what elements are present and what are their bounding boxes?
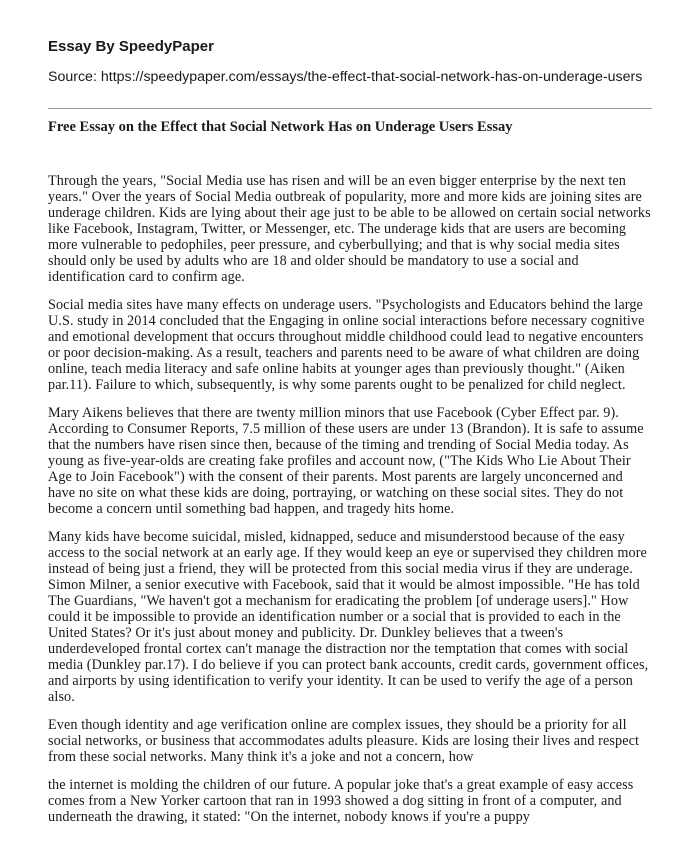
paragraph-5: Even though identity and age verification online are complex issues, they should be a priority for all social networks, or business that accommodates adults pleasure. Kids are losing their lives and respect from these social networks. Many think it's a joke and not a concern, how [48,717,640,765]
essay-title: Free Essay on the Effect that Social Network Has on Underage Users Essay [48,119,513,135]
paragraph-3: Mary Aikens believes that there are twenty million minors that use Facebook (Cyber Effect par. 9). According to Consumer Reports, 7.5 million of these users are under 13 (Brandon). It is safe to assume that the numbers have risen since then, because of the timing and trending of Social Media today. As young as five-year-olds are creating fake profiles and account now, ("The Kids Who Lie About Their Age to Join Facebook") with the consent of their parents. Most parents are largely unconcerned and have no site on what these kids are doing, portraying, or watching on these social sites. They do not become a concern until something bad happen, and tragedy hits home. [48,405,644,517]
essay-body [48,173,652,837]
source-url: https://speedypaper.com/essays/the-effect-that-social-network-has-on-underage-users [100,69,643,85]
source-line [48,69,642,85]
paragraph-1: Through the years, "Social Media use has risen and will be an even bigger enterprise by the next ten years." Over the years of Social Media outbreak of popularity, more and more kids are joining sites are underage children. Kids are lying about their age just to be able to be allowed on certain social networks like Facebook, Instagram, Twitter, or Messenger, etc. The underage kids that are users are becoming more vulnerable to pedophiles, peer pressure, and cyberbullying; and that is why social media sites should only be used by adults who are 18 and older should be mandatory to use a social and identification card to confirm age. [48,173,651,285]
source-label: Source: [48,69,97,85]
paragraph-2: Social media sites have many effects on underage users. "Psychologists and Educators behind the large U.S. study in 2014 concluded that the Engaging in online social interactions before necessary cognitive and emotional development that occurs throughout middle childhood could lead to negative encounters or poor decision-making. As a result, teachers and parents need to be aware of what children are doing online, teach media literacy and safe online habits at younger ages than previously thought." (Aiken par.11). Failure to which, subsequently, is why some parents ought to be penalized for child neglect. [48,297,645,393]
paragraph-4: Many kids have become suicidal, misled, kidnapped, seduce and misunderstood because of the easy access to the social network at an early age. If they would keep an eye or supervised they children more instead of being just a friend, they will be protected from this social media virus if they are underage. Simon Milner, a senior executive with Facebook, said that it would be almost impossible. "He has told The Guardians, "We haven't got a mechanism for eradicating the problem [of underage users]." How could it be impossible to provide an identification number or a social that is provided to each in the United States? Or it's just about money and publicity. Dr. Dunkley believes that a tween's underdeveloped frontal cortex can't manage the distraction nor the temptation that comes with social media (Dunkley par.17). I do believe if you can protect bank accounts, credit cards, government offices, and airports by using identification to verify your identity. It can be used to verify the age of a person also. [48,529,649,705]
document-header-title: Essay By SpeedyPaper [48,38,214,55]
paragraph-6: the internet is molding the children of our future. A popular joke that's a great example of easy access comes from a New Yorker cartoon that ran in 1993 showed a dog sitting in front of a computer, and underneath the drawing, it stated: "On the internet, nobody knows if you're a puppy [48,777,634,825]
header-divider [48,108,652,109]
